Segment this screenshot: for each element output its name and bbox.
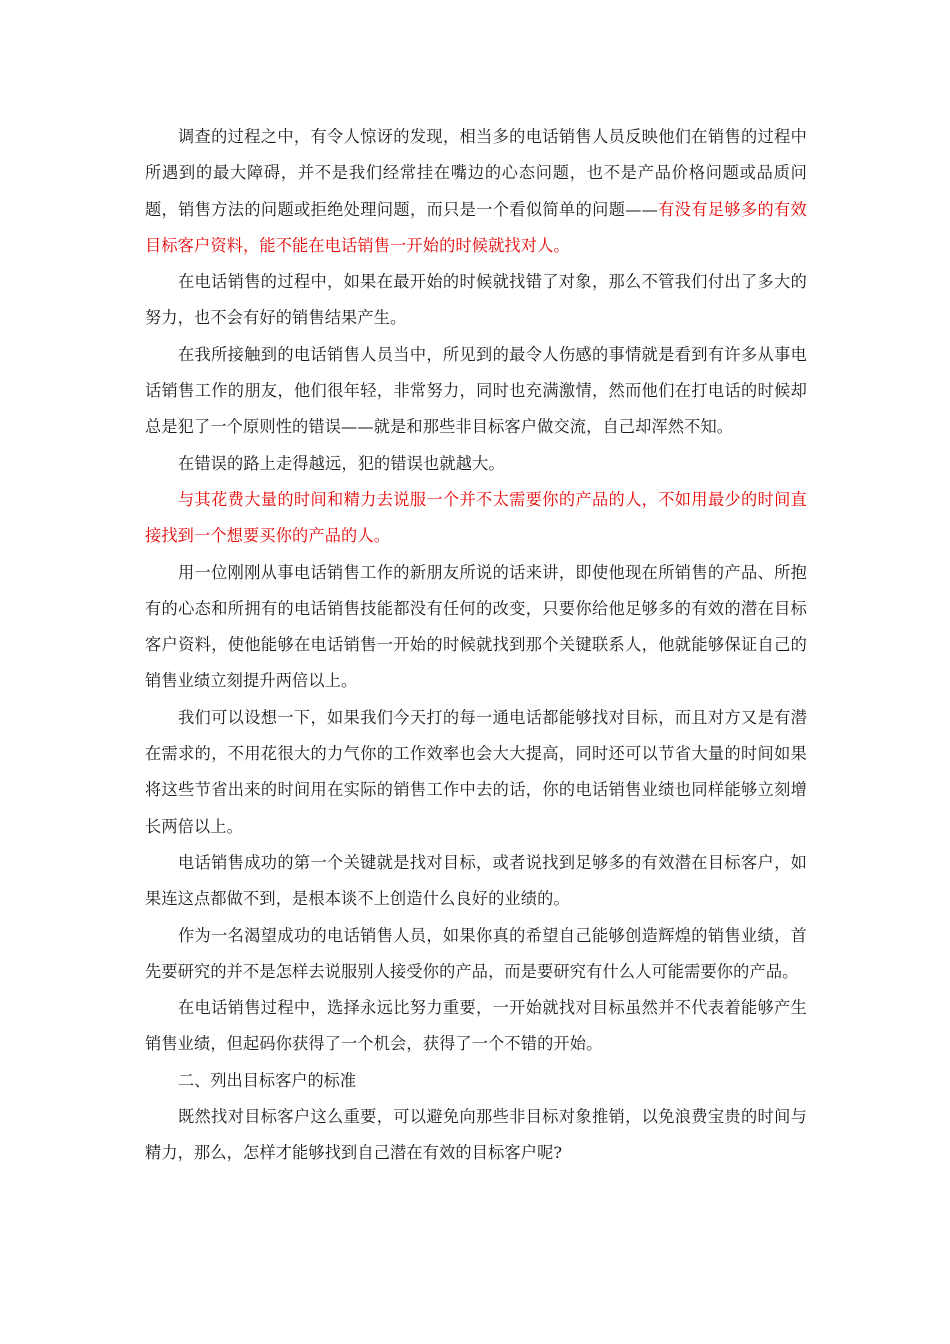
- paragraph-final-question: [145, 1099, 807, 1172]
- highlighted-text: 与其花费大量的时间和精力去说服一个并不太需要你的产品的人，不如用最少的时间直接找到一个想要买你的产品的人。: [145, 489, 807, 546]
- highlighted-text: 有没有足够多的有效目标客户资料，能不能在电话销售一开始的时候就找对人。: [145, 199, 807, 255]
- paragraph-aspiring-salesperson: [145, 918, 807, 991]
- paragraph-wrong-target: [145, 264, 807, 337]
- paragraph-text: 既然找对目标客户这么重要，可以避免向那些非目标对象推销，以免浪费宝贵的时间与精力，那么，怎样才能够找到自己潜在有效的目标客户呢?: [145, 1107, 807, 1163]
- paragraph-text: 在电话销售过程中，选择永远比努力重要，一开始就找对目标虽然并不代表着能够产生销售业绩，但起码你获得了一个机会，获得了一个不错的开始。: [145, 998, 807, 1054]
- paragraph-first-key: [145, 845, 807, 918]
- paragraph-survey-findings: [145, 119, 807, 264]
- section-heading: 二、列出目标客户的标准: [178, 1070, 357, 1090]
- paragraph-text: 作为一名渴望成功的电话销售人员，如果你真的希望自己能够创造辉煌的销售业绩，首先要研究的并不是怎样去说服别人接受你的产品，而是要研究有什么人可能需要你的产品。: [145, 925, 807, 981]
- document-body: [145, 119, 807, 1172]
- paragraph-key-principle: [145, 482, 807, 555]
- paragraph-text: 在错误的路上走得越远，犯的错误也就越大。: [178, 453, 505, 473]
- paragraph-wrong-road: [145, 446, 807, 482]
- paragraph-text: 电话销售成功的第一个关键就是找对目标，或者说找到足够多的有效潜在目标客户，如果连这点都做不到，是根本谈不上创造什么良好的业绩的。: [145, 852, 807, 909]
- paragraph-new-friend-quote: [145, 555, 807, 700]
- paragraph-imagine: [145, 700, 807, 845]
- paragraph-choice-over-effort: [145, 990, 807, 1063]
- paragraph-text: 在我所接触到的电话销售人员当中，所见到的最令人伤感的事情就是看到有许多从事电话销售工作的朋友，他们很年轻，非常努力，同时也充满激情，然而他们在打电话的时候却总是犯了一个原则性的错误——就是和那些非目标客户做交流，自己却浑然不知。: [145, 344, 807, 437]
- paragraph-sad-observation: [145, 337, 807, 446]
- paragraph-text: 调查的过程之中，有令人惊讶的发现，相当多的电话销售人员反映他们在销售的过程中所遇到的最大障碍，并不是我们经常挂在嘴边的心态问题，也不是产品价格问题或品质问题，销售方法的问题或拒绝处理问题，而只是一个看似简单的问题——: [145, 127, 807, 219]
- paragraph-text: 我们可以设想一下，如果我们今天打的每一通电话都能够找对目标，而且对方又是有潜在需求的，不用花很大的力气你的工作效率也会大大提高，同时还可以节省大量的时间如果将这些节省出来的时间用在实际的销售工作中去的话，你的电话销售业绩也同样能够立刻增长两倍以上。: [145, 707, 807, 836]
- paragraph-text: 在电话销售的过程中，如果在最开始的时候就找错了对象，那么不管我们付出了多大的努力，也不会有好的销售结果产生。: [145, 272, 807, 328]
- paragraph-text: 用一位刚刚从事电话销售工作的新朋友所说的话来讲，即使他现在所销售的产品、所抱有的心态和所拥有的电话销售技能都没有任何的改变，只要你给他足够多的有效的潜在目标客户资料，使他能够在电话销售一开始的时候就找到那个关键联系人，他就能够保证自己的销售业绩立刻提升两倍以上。: [145, 562, 807, 691]
